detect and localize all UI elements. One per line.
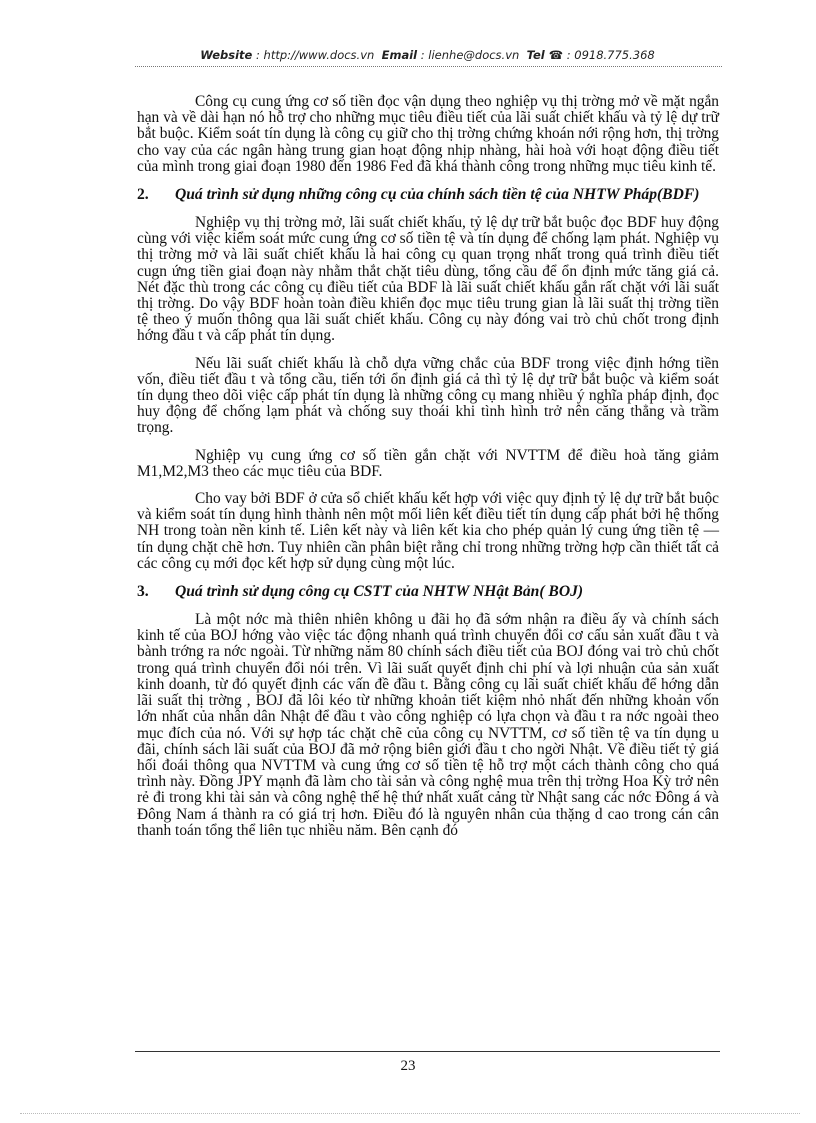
section-number: 2. [137,186,149,204]
website-label: Website [200,48,253,62]
website-value: : http://www.docs.vn [256,48,375,62]
footer-divider [135,1051,720,1052]
section-number: 3. [137,583,149,601]
paragraph: Nghiệp vụ thị trờng mở, lãi suất chiết khấu, tỷ lệ dự trữ bắt buộc đọc BDF huy động cùng với việc kiểm soát mức cung ứng cơ số tiền tệ và tín dụng để chống lạm phát. Nghiệp vụ thị trờng mở và lãi suất chiết khấu là hai công cụ quan trọng nhất trong quá trình điều tiết cugn ứng tiền giai đoạn này nhằm thắt chặt tiêu dùng, tổng cầu để ổn định mức tăng giá cả. Nét đặc thù trong các công cụ điều tiết của BDF là lãi suất chiết khấu gắn rất chặt với lãi suất thị trờng. Do vậy BDF hoàn toàn điều khiển đọc mục tiêu trung gian là lãi suất thị trờng tiền tệ theo ý muốn thông qua lãi suất chiết khấu. Công cụ này đóng vai trò chủ chốt trong định hớng đầu t và cấp phát tín dụng. [137,214,719,345]
paragraph: Cho vay bởi BDF ở cửa sổ chiết khấu kết hợp với việc quy định tỷ lệ dự trữ bắt buộc và kiểm soát tín dụng hình thành nên một mối liên kết điều tiết tín dụng cấp phát bởi hệ thống NH trong toàn nền kinh tế. Liên kết này và liên kết kia cho phép quản lý cung ứng tiền tệ — tín dụng chặt chẽ hơn. Tuy nhiên cần phân biệt rằng chỉ trong những trờng hợp cần thiết tất cả các công cụ mới đọc kết hợp sử dụng cùng một lúc. [137,490,719,572]
paragraph: Nghiệp vụ cung ứng cơ số tiền gắn chặt với NVTTM để điều hoà tăng giảm M1,M2,M3 theo các mục tiêu của BDF. [137,446,719,480]
section-heading [137,583,719,600]
page-header [135,48,720,62]
tel-label: Tel ☎ [526,48,564,62]
email-value: : lienhe@docs.vn [420,48,520,62]
section-title: Quá trình sử dụng những công cụ của chính sách tiền tệ của NHTW Pháp(BDF) [175,186,700,204]
paragraph: Công cụ cung ứng cơ số tiền đọc vận dụng theo nghiệp vụ thị trờng mở về mặt ngắn hạn và về dài hạn nó hỗ trợ cho những mục tiêu điều tiết của lãi suất chiết khấu và tỷ lệ dự trữ bắt buộc. Kiểm soát tín dụng là công cụ giữ cho thị trờng chứng khoán nới rộng hơn, thị trờng cho vay của các ngân hàng trung gian hoạt động nhịp nhàng, hài hoà với hoạt động điều tiết của mình trong giai đoạn 1980 đến 1986 Fed đã khá thành công trong những mục tiêu kinh tế. [137,93,719,175]
page-edge-divider [20,1113,800,1114]
document-body [137,94,719,850]
paragraph: Nếu lãi suất chiết khấu là chỗ dựa vững chắc của BDF trong việc định hớng tiền vốn, điều tiết đầu t và tổng cầu, tiến tới ổn định giá cả thì tỷ lệ dự trữ bắt buộc và kiểm soát tín dụng theo dõi việc cấp phát tín dụng là những công cụ mang nhiều ý nghĩa pháp định, đọc huy động để chống lạm phát và chống suy thoái khi tình hình trở nên căng thẳng và trầm trọng. [137,354,719,437]
section-heading [137,186,719,203]
header-divider [135,66,722,67]
section-title: Quá trình sử dụng công cụ CSTT của NHTW NHật Bản( BOJ) [175,583,584,601]
tel-value: : 0918.775.368 [566,48,655,62]
email-label: Email [381,48,418,62]
paragraph: Là một nớc mà thiên nhiên không u đãi họ đã sớm nhận ra điều ấy và chính sách kinh tế của BOJ hớng vào việc tác động nhanh quá trình chuyển đổi cơ cấu sản xuất đầu t và bành trớng ra nớc ngoài. Từ những năm 80 chính sách điều tiết của BOJ đóng vai trò chủ chốt trong quá trình chuyển đổi nói trên. Vì lãi suất quyết định chi phí và lợi nhuận của sản xuất kinh doanh, từ đó quyết định các vấn đề đầu t. Bằng công cụ lãi suất chiết khấu để hớng dẫn lãi suất thị trờng , BOJ đã lôi kéo từ những khoản tiết kiệm nhỏ nhất đến những khoản vốn lớn nhất của nhân dân Nhật để đầu t vào công nghiệp có lựa chọn và đầu t ra nớc ngoài theo mục đích của nó. Với sự hợp tác chặt chẽ của công cụ NVTTM, cơ số tiền tệ va tín dụng u đãi, chính sách lãi suất của BOJ đã mở rộng biên giới đầu t cho ngời Nhật. Về điều tiết tỷ giá hối đoái thông qua NVTTM và cung ứng cơ số tiền tệ hỗ trợ một cách thành công cho quá trình này. Đồng JPY mạnh đã làm cho tài sản và công nghệ mua trên thị trờng Hoa Kỳ trở nên rẻ đi trong khi tài sản và công nghệ thế hệ thứ nhất xuất cảng từ Nhật sang các nớc Đông á và Đông Nam á thành ra có giá trị hơn. Điều đó là nguyên nhân của thặng d cao trong cán cân thanh toán tổng thể liên tục nhiều năm. Bên cạnh đó [137,611,719,839]
page-number: 23 [400,1058,416,1074]
